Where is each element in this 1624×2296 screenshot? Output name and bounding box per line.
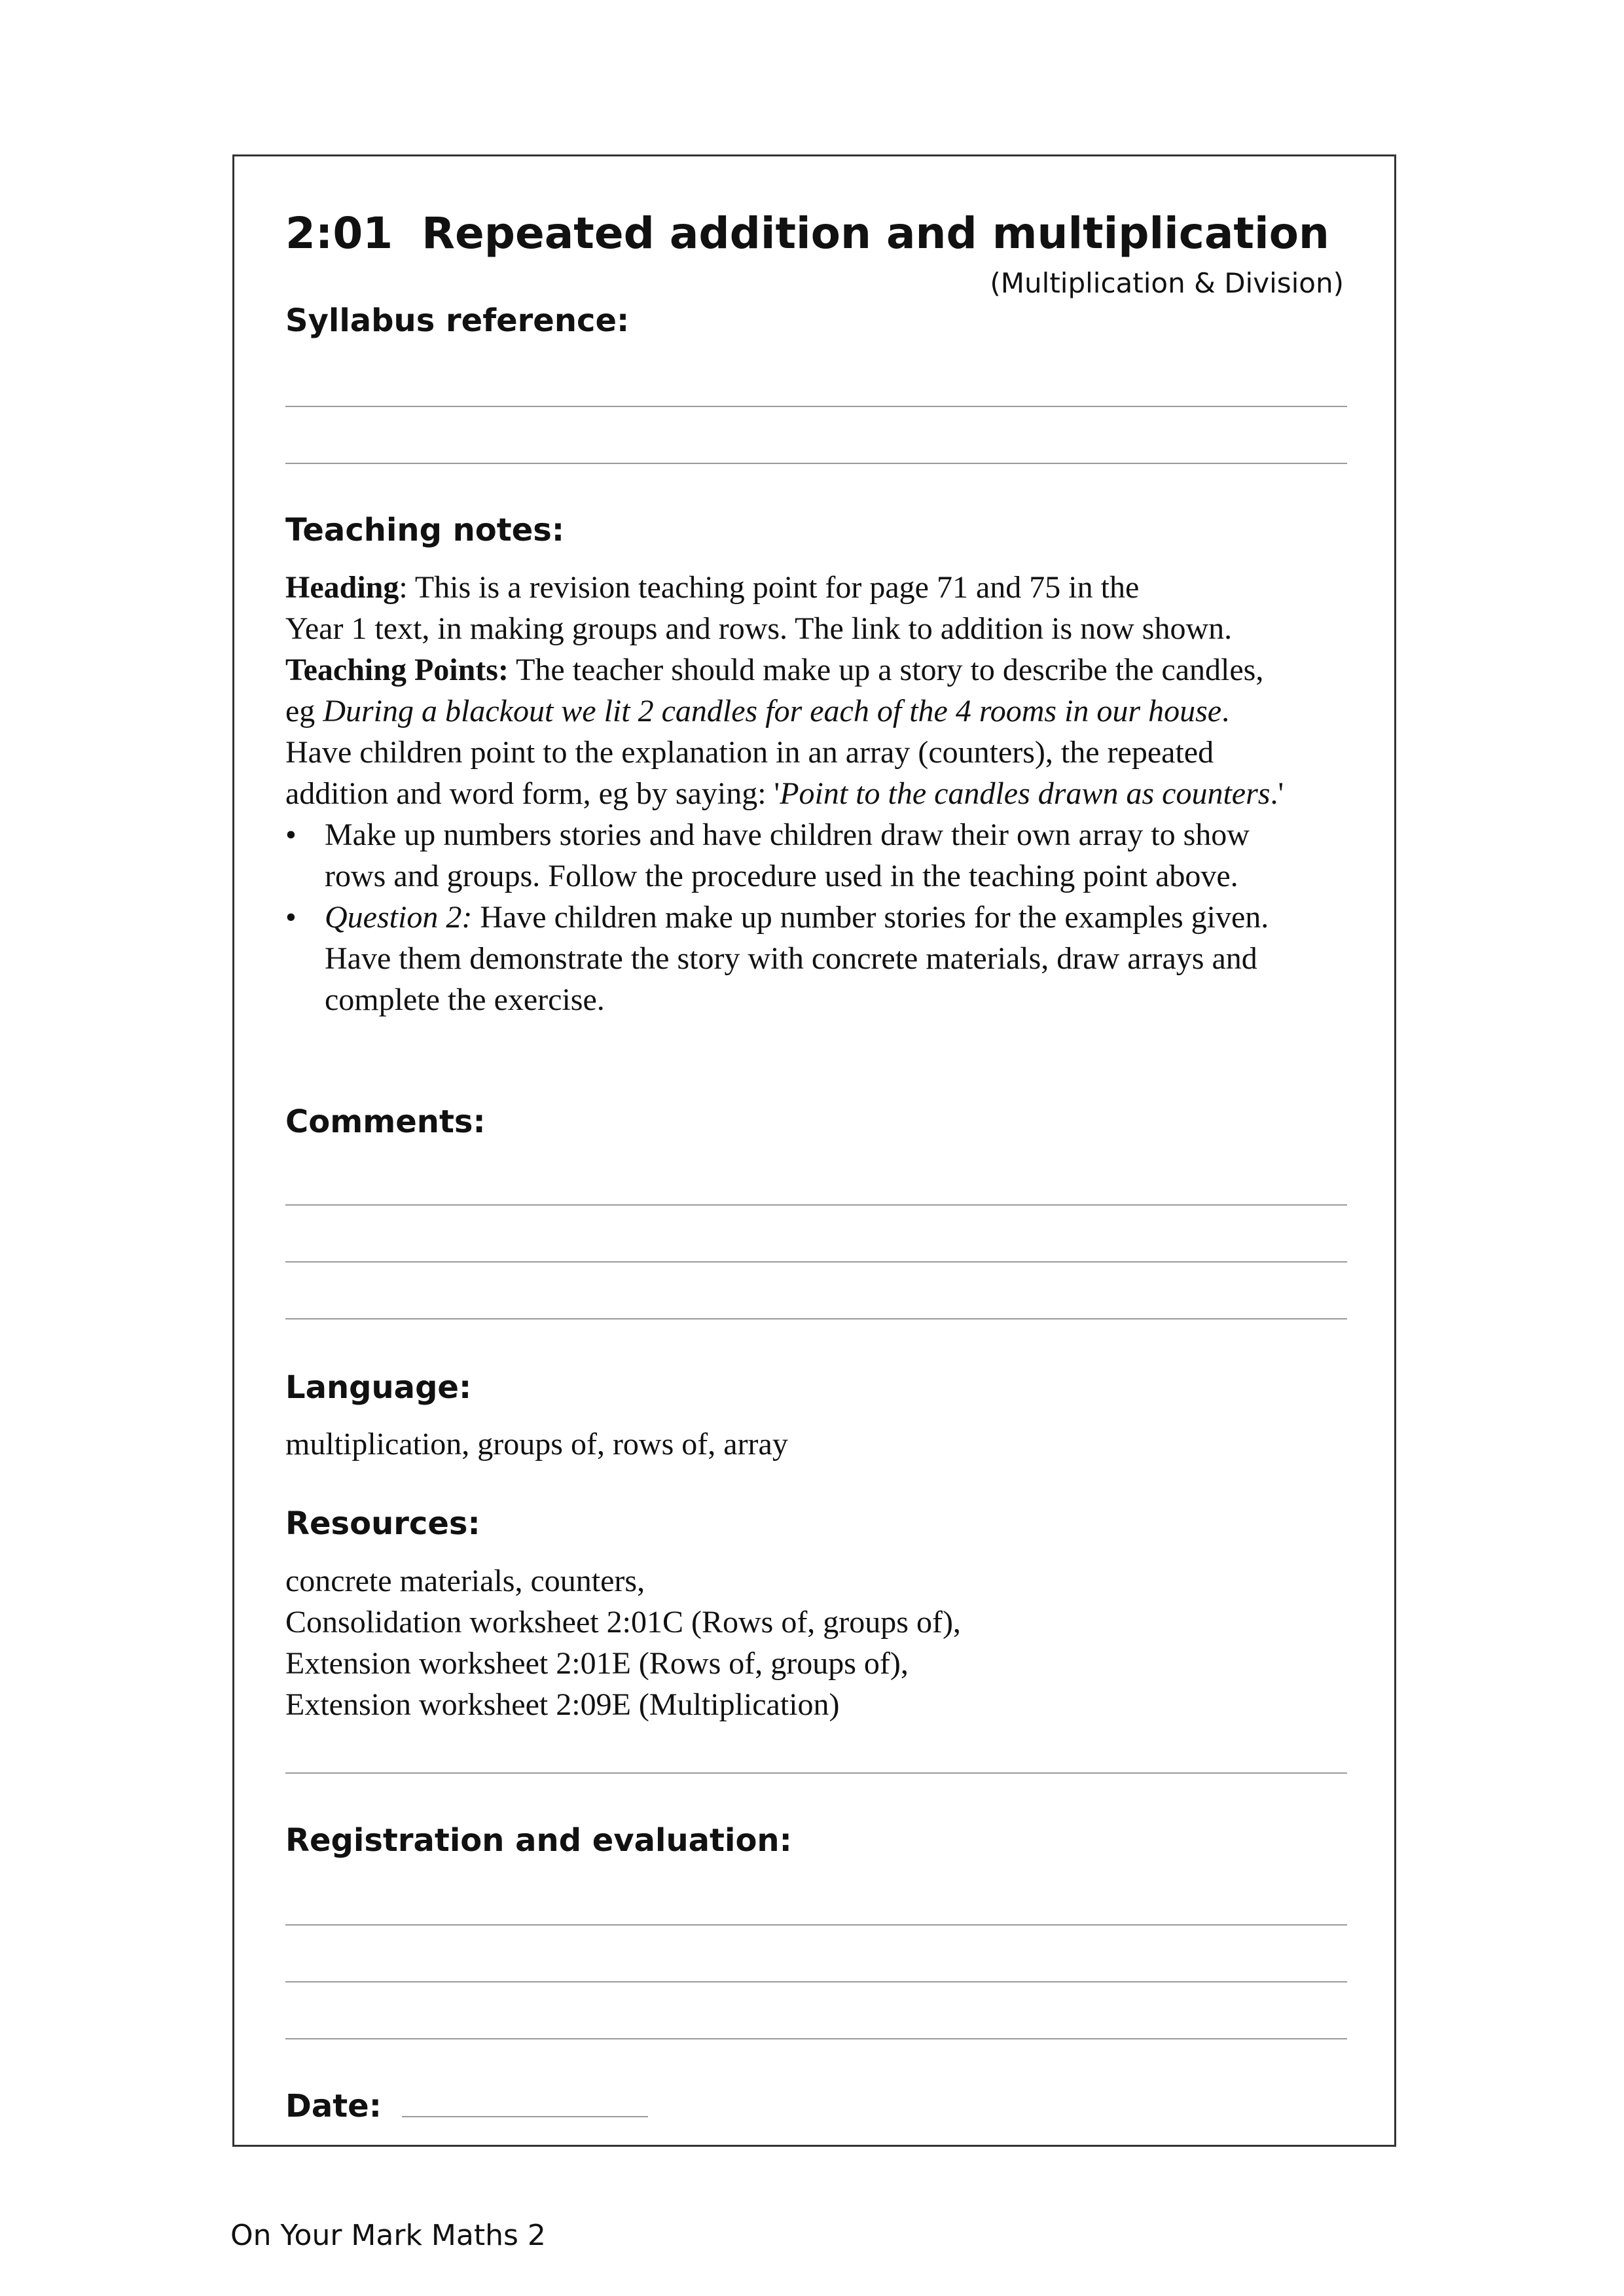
notes-line bbox=[285, 649, 1359, 691]
lesson-number: 2:01 bbox=[285, 208, 393, 259]
notes-text: .' bbox=[1270, 776, 1284, 811]
comments-line-3 bbox=[285, 1318, 1347, 1319]
notes-text: . bbox=[1221, 694, 1230, 728]
comments-line-1 bbox=[285, 1204, 1347, 1206]
resource-item: concrete materials, counters, bbox=[285, 1564, 645, 1598]
bullet-line: Have them demonstrate the story with concrete materials, draw arrays and bbox=[325, 941, 1257, 976]
heading-label: Heading bbox=[285, 570, 399, 605]
page-title bbox=[285, 208, 1329, 259]
resources-heading: Resources: bbox=[285, 1505, 480, 1542]
registration-line-3 bbox=[285, 2038, 1347, 2039]
notes-text: : This is a revision teaching point for page 71 and 75 in the bbox=[399, 570, 1140, 605]
teaching-notes-body bbox=[285, 567, 1359, 1020]
comments-line-2 bbox=[285, 1261, 1347, 1263]
language-heading: Language: bbox=[285, 1369, 472, 1406]
notes-line: Have children point to the explanation in an array (counters), the repeated bbox=[285, 735, 1214, 770]
example-prompt: Point to the candles drawn as counters bbox=[780, 776, 1271, 811]
page-footer: On Your Mark Maths 2 bbox=[230, 2219, 546, 2252]
example-story: During a blackout we lit 2 candles for each of the 4 rooms in our house bbox=[323, 694, 1222, 728]
strand-subtitle: (Multiplication & Division) bbox=[990, 267, 1344, 299]
resources-divider bbox=[285, 1772, 1347, 1774]
resource-item: Extension worksheet 2:01E (Rows of, groups of), bbox=[285, 1646, 909, 1681]
bullet-line bbox=[325, 897, 1359, 938]
date-field-line bbox=[402, 2116, 648, 2117]
bullet-icon: • bbox=[285, 900, 297, 935]
notes-line bbox=[285, 567, 1359, 608]
resources-list bbox=[285, 1560, 1359, 1725]
notes-line bbox=[285, 691, 1359, 732]
syllabus-line-1 bbox=[285, 406, 1347, 407]
language-text: multiplication, groups of, rows of, array bbox=[285, 1427, 788, 1462]
syllabus-line-2 bbox=[285, 463, 1347, 464]
resource-item: Extension worksheet 2:09E (Multiplication) bbox=[285, 1687, 840, 1722]
resource-item: Consolidation worksheet 2:01C (Rows of, groups of), bbox=[285, 1605, 961, 1640]
notes-line: Year 1 text, in making groups and rows. The link to addition is now shown. bbox=[285, 611, 1233, 646]
date-label: Date: bbox=[285, 2088, 382, 2125]
registration-line-1 bbox=[285, 1924, 1347, 1926]
syllabus-heading: Syllabus reference: bbox=[285, 302, 630, 339]
question-label: Question 2: bbox=[325, 900, 473, 935]
registration-line-2 bbox=[285, 1981, 1347, 1982]
bullet-icon: • bbox=[285, 817, 297, 852]
bullet-item bbox=[285, 897, 1359, 1020]
notes-text: addition and word form, eg by saying: ' bbox=[285, 776, 780, 811]
notes-text: The teacher should make up a story to describe the candles, bbox=[508, 653, 1264, 687]
registration-heading: Registration and evaluation: bbox=[285, 1822, 792, 1859]
lesson-title: Repeated addition and multiplication bbox=[422, 208, 1329, 259]
notes-text: Have children make up number stories for the examples given. bbox=[472, 900, 1269, 935]
teaching-notes-heading: Teaching notes: bbox=[285, 512, 565, 548]
bullet-line: rows and groups. Follow the procedure used in the teaching point above. bbox=[325, 859, 1238, 893]
notes-line bbox=[285, 773, 1359, 814]
teaching-points-label: Teaching Points: bbox=[285, 653, 509, 687]
comments-heading: Comments: bbox=[285, 1103, 486, 1140]
bullet-line: complete the exercise. bbox=[325, 982, 605, 1017]
notes-text: eg bbox=[285, 694, 323, 728]
bullet-line: Make up numbers stories and have children draw their own array to show bbox=[325, 817, 1250, 852]
bullet-item bbox=[285, 814, 1359, 897]
